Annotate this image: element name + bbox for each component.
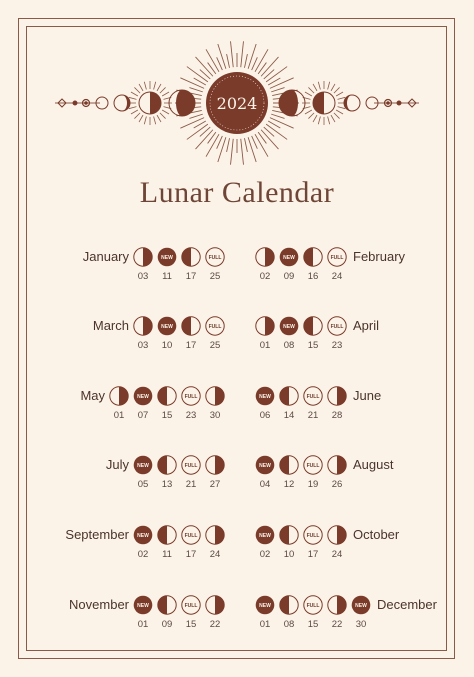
svg-text:FULL: FULL [330,254,344,261]
phase-date: 15 [307,340,319,351]
month-label-december: December [377,597,437,612]
full-moon-icon [181,455,201,475]
side-ray [157,115,161,122]
header-moon-right-half [313,92,335,114]
year-label: 2024 [216,94,258,113]
side-ray [144,82,146,90]
full-moon-icon [327,316,347,336]
header-moon-left-half [139,92,161,114]
svg-text:FULL: FULL [184,462,198,469]
side-ray [328,82,330,90]
first-quarter-moon-icon [255,247,275,267]
side-ray [131,92,138,96]
side-ray [331,84,335,91]
ring-dot-left [85,102,88,105]
phase-date: 01 [259,619,271,630]
month-label-may: May [80,388,105,403]
new-moon-icon [133,386,153,406]
svg-text:FULL: FULL [306,393,320,400]
phase-date: 05 [137,479,149,490]
side-ray [308,113,314,119]
last-quarter-moon-icon [157,525,177,545]
side-ray [157,84,161,91]
first-quarter-moon-icon [109,386,129,406]
last-quarter-moon-icon [279,455,299,475]
full-moon-icon [327,247,347,267]
ring-dot-right [387,102,390,105]
sun-ray [252,57,258,70]
first-quarter-moon-icon [205,595,225,615]
full-moon-icon [181,525,201,545]
sun-ray [227,54,230,68]
sun-ray [189,88,202,92]
month-label-november: November [69,597,129,612]
phase-date: 01 [113,410,125,421]
first-quarter-moon-icon [133,247,153,267]
svg-text:FULL: FULL [184,602,198,609]
svg-text:NEW: NEW [137,393,149,400]
new-moon-icon [351,595,371,615]
last-quarter-moon-icon [279,595,299,615]
svg-text:NEW: NEW [283,254,295,261]
phase-date: 26 [331,479,343,490]
phase-date: 30 [209,410,221,421]
phase-date: 09 [283,271,295,282]
sun-ray [227,138,230,152]
phase-date: 25 [209,271,221,282]
svg-text:NEW: NEW [259,532,271,539]
svg-text:NEW: NEW [161,323,173,330]
sun-ray [180,118,204,129]
sun-ray [218,137,226,162]
side-ray [131,110,138,114]
side-ray [313,115,317,122]
sun-ray [231,41,234,67]
svg-text:NEW: NEW [161,254,173,261]
phase-date: 21 [307,410,319,421]
phase-date: 19 [307,479,319,490]
phase-date: 25 [209,340,221,351]
sun-ray [180,78,204,89]
header-moon-left-crescent [114,95,130,111]
phase-date: 30 [355,619,367,630]
phase-date: 10 [161,340,173,351]
phase-date: 21 [185,479,197,490]
new-moon-icon [255,595,275,615]
phase-date: 17 [185,549,197,560]
month-label-april: April [353,318,380,333]
dot-left [73,101,77,105]
sun-ray [255,134,268,157]
last-quarter-moon-icon [279,386,299,406]
full-moon-icon [303,455,323,475]
sun-ray [248,44,256,69]
header-full-moon [206,72,268,134]
phase-date: 14 [283,410,295,421]
phase-date: 12 [283,479,295,490]
sun-ray [241,139,244,165]
phase-date: 07 [137,410,149,421]
side-ray [134,113,140,119]
month-label-july: July [105,457,129,472]
last-quarter-moon-icon [181,316,201,336]
full-moon-icon [205,247,225,267]
phase-date: 11 [162,549,172,560]
phase-date: 15 [307,619,319,630]
side-ray [134,87,140,93]
phase-date: 02 [259,271,271,282]
sun-ray [244,138,247,152]
sun-ray [218,44,226,69]
new-moon-icon [255,386,275,406]
month-label-june: June [353,388,382,403]
svg-text:FULL: FULL [306,532,320,539]
side-ray [305,92,312,96]
svg-text:NEW: NEW [259,393,271,400]
phase-date: 27 [209,479,221,490]
first-quarter-moon-icon [255,316,275,336]
phase-date: 24 [209,549,221,560]
side-ray [313,84,317,91]
sun-ray [255,49,268,72]
phase-date: 24 [331,271,343,282]
sun-ray [270,118,294,129]
side-ray [338,107,346,109]
side-ray [129,107,137,109]
svg-text:FULL: FULL [208,254,222,261]
sun-ray [244,54,247,68]
month-label-march: March [92,318,129,333]
month-label-january: January [82,249,129,264]
first-quarter-moon-icon [205,386,225,406]
phase-date: 15 [161,410,173,421]
header-moon-left-gibbous [169,90,195,116]
sun-ray [241,41,244,67]
side-ray [160,87,166,93]
new-moon-icon [255,525,275,545]
sun-ray [231,139,234,165]
svg-text:FULL: FULL [184,393,198,400]
phase-date: 15 [185,619,197,630]
sun-ray [252,136,258,149]
new-moon-icon [133,525,153,545]
side-ray [139,84,143,91]
full-moon-icon [303,525,323,545]
side-ray [162,92,169,96]
last-quarter-moon-icon [303,247,323,267]
side-ray [308,87,314,93]
side-ray [336,110,343,114]
sun-ray [271,114,284,118]
phase-date: 23 [331,340,343,351]
phase-date: 24 [331,549,343,560]
side-ray [144,117,146,125]
moon-phase-header-ornament [0,36,474,176]
new-moon-icon [133,595,153,615]
phase-date: 01 [137,619,149,630]
sun-ray [271,88,284,92]
phase-date: 02 [137,549,149,560]
svg-text:NEW: NEW [259,602,271,609]
phase-date: 06 [259,410,271,421]
sun-ray [206,49,219,72]
month-label-february: February [353,249,406,264]
svg-text:NEW: NEW [259,462,271,469]
first-quarter-moon-icon [327,595,347,615]
phase-date: 03 [137,271,149,282]
first-quarter-moon-icon [327,455,347,475]
phase-date: 08 [283,340,295,351]
sun-ray [189,114,202,118]
phase-date: 17 [185,340,197,351]
svg-text:FULL: FULL [306,462,320,469]
last-quarter-moon-icon [181,247,201,267]
page-title: Lunar Calendar [139,176,335,209]
new-moon-icon [255,455,275,475]
sun-ray [248,137,256,162]
sun-ray [206,134,219,157]
phase-date: 02 [259,549,271,560]
side-ray [336,92,343,96]
phase-date: 13 [161,479,173,490]
phase-date: 17 [185,271,197,282]
header-moon-right-gibbous [279,90,305,116]
first-quarter-moon-icon [327,386,347,406]
phase-date: 16 [307,271,319,282]
last-quarter-moon-icon [157,455,177,475]
svg-text:NEW: NEW [137,532,149,539]
phase-date: 22 [209,619,221,630]
first-quarter-moon-icon [327,525,347,545]
full-moon-icon [181,386,201,406]
month-label-october: October [353,527,400,542]
new-moon-icon [279,316,299,336]
full-moon-icon [205,316,225,336]
first-quarter-moon-icon [205,455,225,475]
sun-ray [270,78,294,89]
month-label-august: August [353,457,394,472]
phase-date: 09 [161,619,173,630]
sun-ray [217,57,223,70]
phase-date: 22 [331,619,343,630]
dot-right [397,101,401,105]
side-ray [305,110,312,114]
side-ray [160,113,166,119]
month-label-september: September [65,527,129,542]
new-moon-icon [279,247,299,267]
side-ray [338,97,346,99]
full-moon-icon [303,595,323,615]
svg-text:NEW: NEW [137,462,149,469]
last-quarter-moon-icon [303,316,323,336]
full-moon-icon [303,386,323,406]
svg-text:FULL: FULL [184,532,198,539]
first-quarter-moon-icon [133,316,153,336]
sun-ray [217,136,223,149]
side-ray [331,115,335,122]
side-ray [334,113,340,119]
svg-text:FULL: FULL [306,602,320,609]
side-ray [162,110,169,114]
phase-date: 01 [259,340,271,351]
last-quarter-moon-icon [279,525,299,545]
phase-date: 08 [283,619,295,630]
phase-date: 28 [331,410,343,421]
side-ray [334,87,340,93]
svg-text:FULL: FULL [208,323,222,330]
side-ray [154,117,156,125]
phase-date: 23 [185,410,197,421]
side-ray [154,82,156,90]
phase-date: 17 [307,549,319,560]
side-ray [318,117,320,125]
first-quarter-moon-icon [205,525,225,545]
svg-text:NEW: NEW [283,323,295,330]
phase-date: 04 [259,479,271,490]
last-quarter-moon-icon [157,595,177,615]
side-ray [139,115,143,122]
side-ray [328,117,330,125]
new-moon-icon [133,455,153,475]
new-moon-icon [157,316,177,336]
header-moon-right-crescent [344,95,360,111]
phase-date: 03 [137,340,149,351]
new-moon-icon [157,247,177,267]
phase-date: 10 [283,549,295,560]
side-ray [318,82,320,90]
full-moon-icon [181,595,201,615]
svg-text:NEW: NEW [355,602,367,609]
phase-date: 11 [162,271,172,282]
svg-text:NEW: NEW [137,602,149,609]
last-quarter-moon-icon [157,386,177,406]
side-ray [129,97,137,99]
svg-text:FULL: FULL [330,323,344,330]
